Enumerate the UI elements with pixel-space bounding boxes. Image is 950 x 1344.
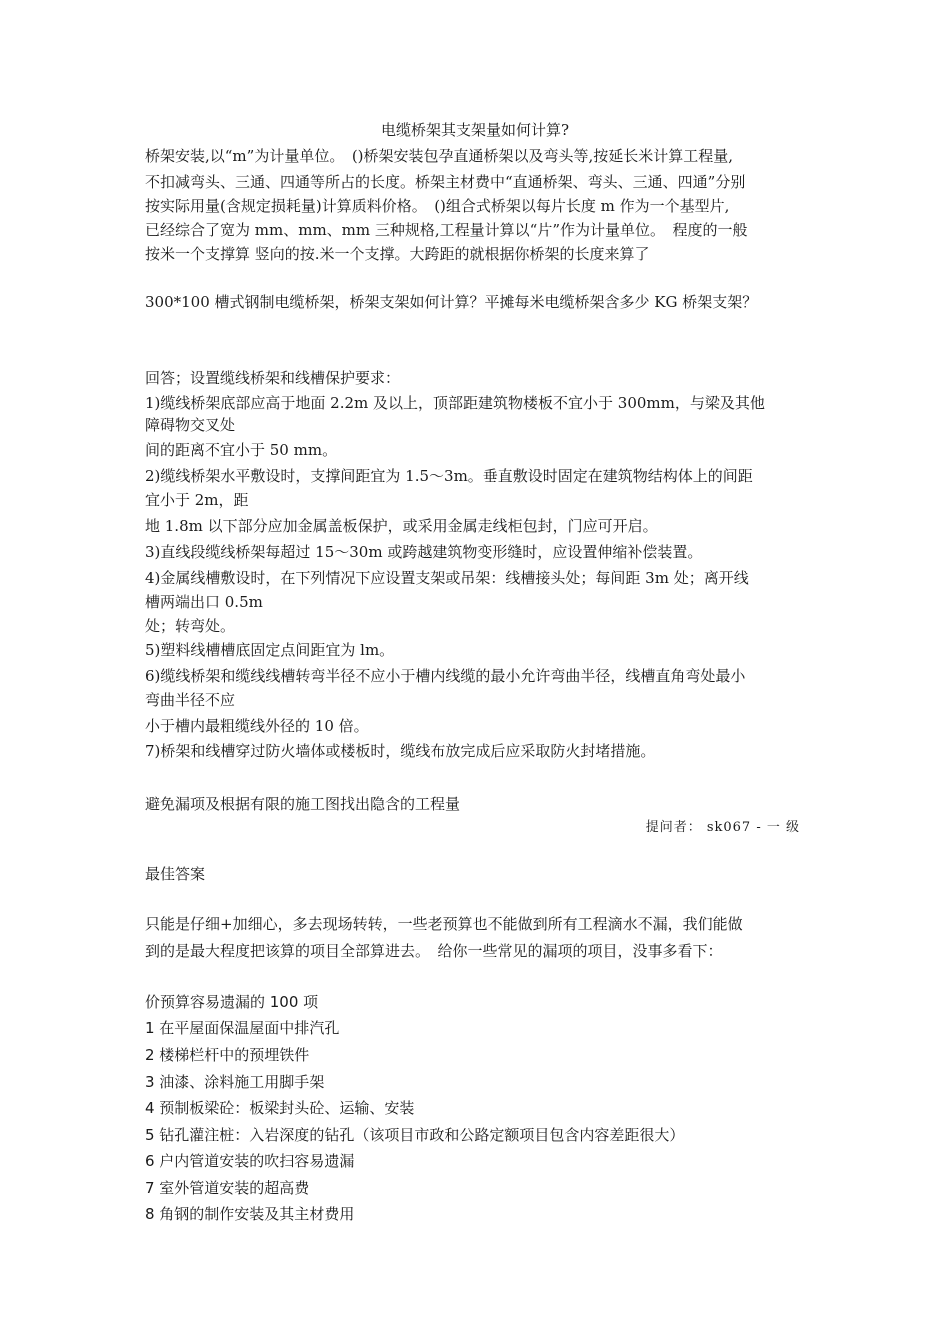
- answer-line: 7)桥架和线槽穿过防火墙体或楼板时，缆线布放完成后应采取防火封堵措施。: [145, 742, 656, 760]
- list-item: 7 室外管道安装的超高费: [145, 1179, 310, 1197]
- answer-line: 回答；设置缆线桥架和线槽保护要求：: [145, 369, 401, 387]
- answer-line: 6)缆线桥架和缆线线槽转弯半径不应小于槽内线缆的最小允许弯曲半径，线槽直角弯处最小: [145, 667, 746, 685]
- answer-line: 处；转弯处。: [145, 617, 236, 635]
- list-item: 5 钻孔灌注桩：入岩深度的钻孔（该项目市政和公路定额项目包含内容差距很大）: [145, 1126, 685, 1144]
- document-title: 电缆桥架其支架量如何计算?: [380, 121, 570, 139]
- asker-info: 提问者： sk067 - 一 级: [645, 820, 800, 835]
- answer-line: 宜小于 2m，距: [145, 491, 249, 509]
- answer-line: 2)缆线桥架水平敷设时，支撑间距宜为 1.5～3m。垂直敷设时固定在建筑物结构体上的间距: [145, 467, 753, 485]
- answer-line: 1)缆线桥架底部应高于地面 2.2m 及以上，顶部距建筑物楼板不宜小于 300mm，与梁及其他: [145, 394, 765, 412]
- answer-line: 4)金属线槽敷设时，在下列情况下应设置支架或吊架：线槽接头处；每间距 3m 处；离开线: [145, 569, 749, 587]
- best-answer-line: 到的是最大程度把该算的项目全部算进去。 给你一些常见的漏项的项目，没事多看下：: [145, 942, 723, 960]
- best-answer-line: 只能是仔细+加细心，多去现场转转，一些老预算也不能做到所有工程滴水不漏，我们能做: [145, 915, 743, 933]
- question-text: 300*100 槽式钢制电缆桥架，桥架支架如何计算？平摊每米电缆桥架含多少 KG 桥架支架？: [145, 293, 758, 311]
- intro-line: 按米一个支撑算 竖向的按.米一个支撑。大跨距的就根据你桥架的长度来算了: [145, 245, 650, 263]
- intro-line: 已经综合了宽为 mm、mm、mm 三种规格,工程量计算以“片”作为计量单位。 程度的一般: [145, 221, 748, 239]
- list-item: 2 楼梯栏杆中的预埋铁件: [145, 1046, 310, 1064]
- answer-line: 小于槽内最粗缆线外径的 10 倍。: [145, 717, 369, 735]
- answer-line: 障碍物交叉处: [145, 416, 236, 434]
- list-item: 6 户内管道安装的吹扫容易遗漏: [145, 1152, 355, 1170]
- answer-line: 地 1.8m 以下部分应加金属盖板保护，或采用金属走线柜包封，门应可开启。: [145, 517, 658, 535]
- answer-line: 间的距离不宜小于 50 mm。: [145, 441, 338, 459]
- list-item: 4 预制板梁砼：板梁封头砼、运输、安装: [145, 1099, 415, 1117]
- answer-line: 3)直线段缆线桥架每超过 15～30m 或跨越建筑物变形缝时，应设置伸缩补偿装置。: [145, 543, 703, 561]
- answer-line: 弯曲半径不应: [145, 691, 236, 709]
- best-answer-label: 最佳答案: [145, 865, 206, 883]
- answer-line: 槽两端出口 0.5m: [145, 593, 263, 611]
- list-item: 8 角钢的制作安装及其主材费用: [145, 1205, 355, 1223]
- list-item: 1 在平屋面保温屋面中排汽孔: [145, 1019, 340, 1037]
- answer-line: 5)塑料线槽槽底固定点间距宜为 lm。: [145, 641, 395, 659]
- intro-line: 不扣减弯头、三通、四通等所占的长度。桥架主材费中“直通桥架、弯头、三通、四通”分别: [145, 173, 746, 191]
- intro-line: 按实际用量(含规定损耗量)计算质料价格。 ()组合式桥架以每片长度 m 作为一个基型片,: [145, 197, 730, 215]
- list-title: 价预算容易遗漏的 100 项: [145, 993, 319, 1011]
- question2-text: 避免漏项及根据有限的施工图找出隐含的工程量: [145, 795, 461, 813]
- list-item: 3 油漆、涂料施工用脚手架: [145, 1073, 325, 1091]
- intro-line: 桥架安装,以“m”为计量单位。 ()桥架安装包孕直通桥架以及弯头等,按延长米计算工程量,: [145, 147, 734, 165]
